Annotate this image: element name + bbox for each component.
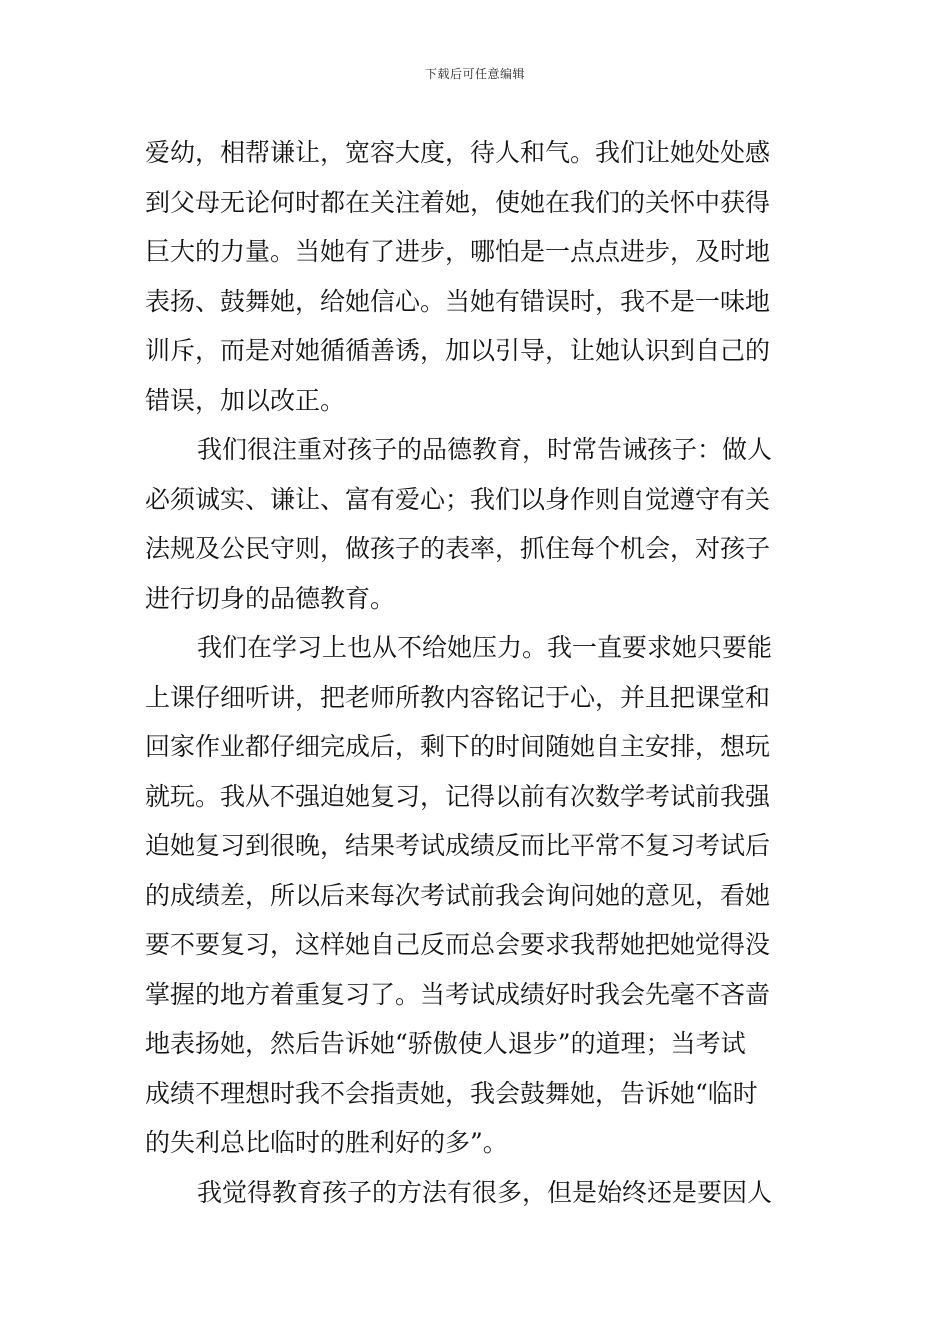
- text-line: 我觉得教育孩子的方法有很多，但是始终还是要因人: [197, 1177, 773, 1207]
- text-line: 掌握的地方着重复习了。当考试成绩好时我会先毫不吝啬: [145, 979, 771, 1009]
- text-line: 上课仔细听讲，把老师所教内容铭记于心，并且把课堂和: [145, 682, 771, 712]
- text-line: 就玩。我从不强迫她复习，记得以前有次数学考试前我强: [145, 781, 771, 811]
- text-line: 法规及公民守则，做孩子的表率，抓住每个机会，对孩子: [145, 534, 771, 563]
- text-line: 必须诚实、谦让、富有爱心；我们以身作则自觉遵守有关: [145, 484, 771, 514]
- paragraph: [145, 425, 810, 623]
- text-line: 我们很注重对孩子的品德教育，时常告诫孩子：做人: [197, 435, 773, 464]
- paragraph: [145, 128, 810, 425]
- text-line: 的成绩差，所以后来每次考试前我会询问她的意见，看她: [145, 880, 771, 910]
- paragraph: [145, 1168, 810, 1218]
- text-line: 进行切身的品德教育。: [145, 583, 396, 613]
- text-line: 巨大的力量。当她有了进步，哪怕是一点点进步，及时地: [145, 237, 771, 266]
- text-line: 表扬、鼓舞她，给她信心。当她有错误时，我不是一味地: [145, 286, 771, 316]
- document-body: [145, 128, 810, 1217]
- paragraph: [145, 623, 810, 1168]
- text-line: 到父母无论何时都在关注着她，使她在我们的关怀中获得: [145, 187, 771, 217]
- text-line: 训斥，而是对她循循善诱，加以引导，让她认识到自己的: [145, 336, 771, 365]
- text-line: 成绩不理想时我不会指责她，我会鼓舞她，告诉她“临时: [145, 1078, 758, 1108]
- text-line: 我们在学习上也从不给她压力。我一直要求她只要能: [197, 633, 773, 662]
- text-line: 的失利总比临时的胜利好的多”。: [145, 1128, 508, 1157]
- text-line: 错误，加以改正。: [145, 385, 346, 415]
- text-line: 迫她复习到很晚，结果考试成绩反而比平常不复习考试后: [145, 831, 771, 860]
- text-line: 地表扬她，然后告诉她“骄傲使人退步”的道理；当考试: [145, 1029, 746, 1058]
- text-line: 爱幼，相帮谦让，宽容大度，待人和气。我们让她处处感: [145, 138, 771, 167]
- text-line: 回家作业都仔细完成后，剩下的时间随她自主安排，想玩: [145, 732, 771, 761]
- page-header: 下载后可任意编辑: [424, 67, 525, 81]
- text-line: 要不要复习，这样她自己反而总会要求我帮她把她觉得没: [145, 930, 771, 959]
